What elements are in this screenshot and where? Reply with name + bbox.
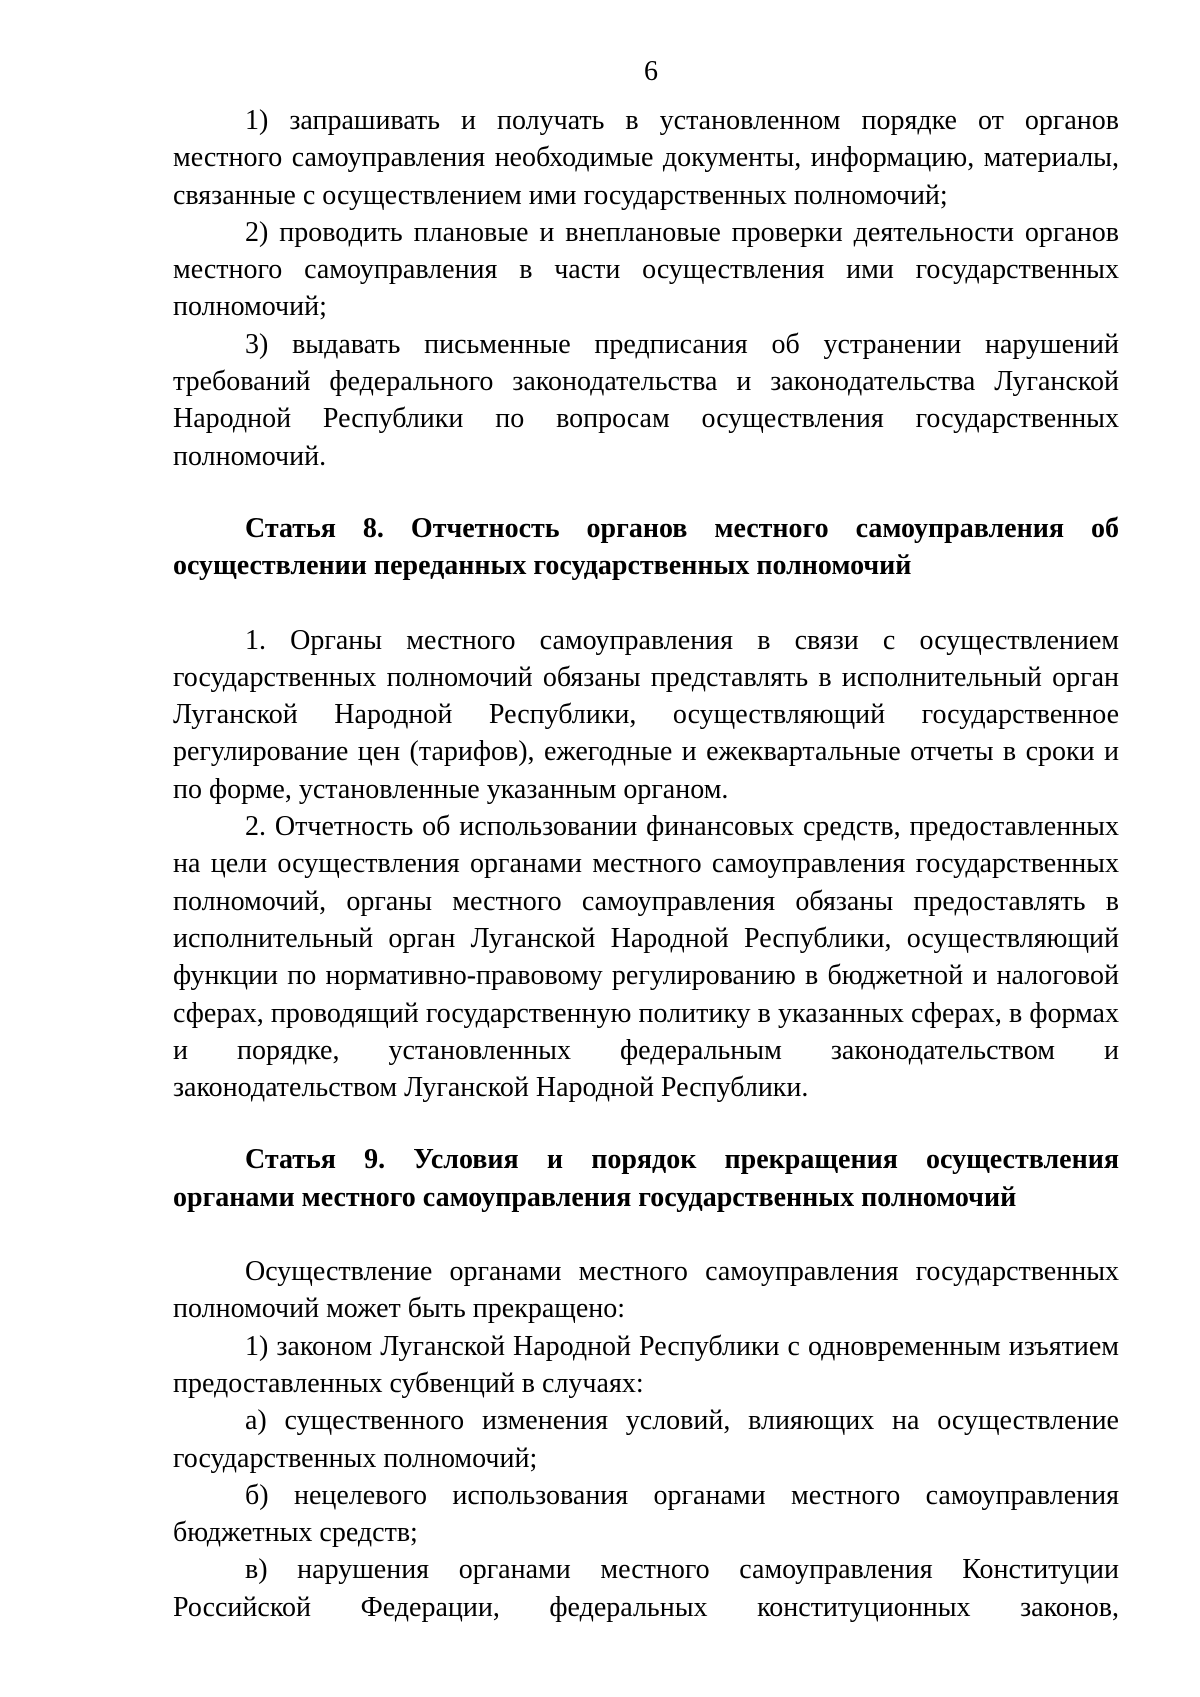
paragraph-item-3: 3) выдавать письменные предписания об устранении нарушений требований федерального законодательства и законодательства Луганской Народной Республики по вопросам осуществления государственных полномочий.	[173, 328, 1119, 472]
article-9-subitem-a: а) существенного изменения условий, влияющих на осуществление государственных полномочий;	[173, 1405, 1119, 1474]
article-8-paragraph-2: 2. Отчетность об использовании финансовых средств, предоставленных на цели осуществления органами местного самоуправления государственных полномочий, органы местного самоуправления обязаны предоставлять в исполнительный орган Луганской Народной Республики, осуществляющий функции по нормативно-правовому регулированию в бюджетной и налоговой сферах, проводящий государственную политику в указанных сферах, в формах и порядке, установленных федеральным законодательством и законодательством Луганской Народной Республики.	[173, 811, 1119, 1104]
article-9-intro: Осуществление органами местного самоуправления государственных полномочий может быть прекращено:	[173, 1256, 1119, 1325]
page-number: 6	[644, 56, 658, 87]
article-9-subitem-v: в) нарушения органами местного самоуправления Конституции Российской Федерации, федеральных конституционных законов,	[173, 1554, 1119, 1623]
article-9-subitem-b: б) нецелевого использования органами местного самоуправления бюджетных средств;	[173, 1479, 1119, 1549]
spacer	[173, 585, 1119, 622]
article-8-paragraph-1: 1. Органы местного самоуправления в связи с осуществлением государственных полномочий обязаны представлять в исполнительный орган Луганской Народной Республики, осуществляющий государственное регулирование цен (тарифов), ежегодные и ежеквартальные отчеты в сроки и по форме, установленные указанным органом.	[173, 624, 1119, 805]
article-9-heading: Статья 9. Условия и порядок прекращения осуществления органами местного самоуправления государственных полномочий	[173, 1144, 1119, 1213]
spacer	[173, 1106, 1119, 1141]
document-page	[173, 52, 1119, 1626]
spacer	[173, 1216, 1119, 1253]
paragraph-item-1: 1) запрашивать и получать в установленном порядке от органов местного самоуправления необходимые документы, информацию, материалы, связанные с осуществлением ими государственных полномочий;	[173, 105, 1119, 211]
article-9-item-1: 1) законом Луганской Народной Республики с одновременным изъятием предоставленных субвенций в случаях:	[173, 1330, 1119, 1399]
article-8-heading: Статья 8. Отчетность органов местного самоуправления об осуществлении переданных государственных полномочий	[173, 512, 1119, 582]
spacer	[173, 475, 1119, 510]
paragraph-item-2: 2) проводить плановые и внеплановые проверки деятельности органов местного самоуправления в части осуществления ими государственных полномочий;	[173, 216, 1119, 323]
